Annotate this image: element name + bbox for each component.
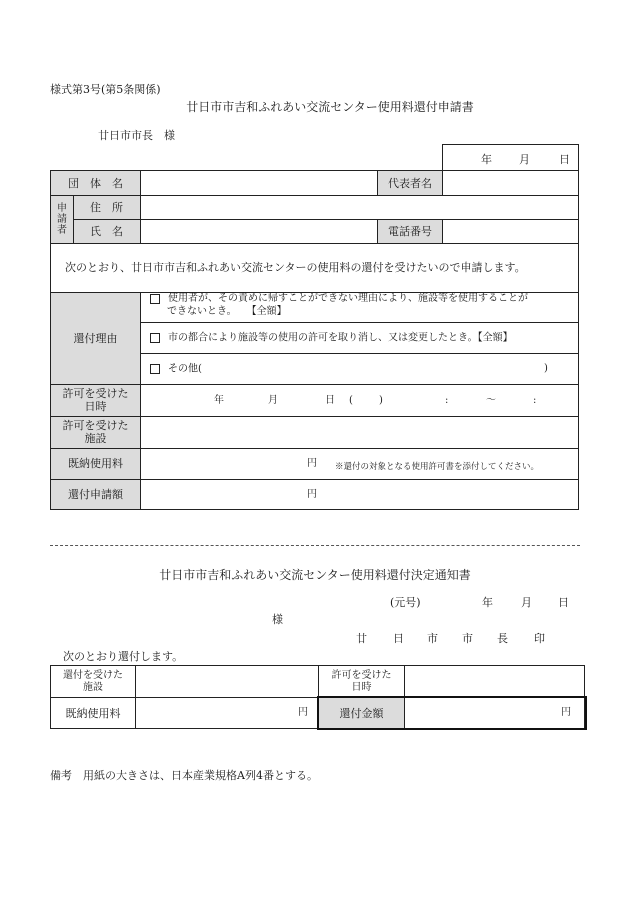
refund-reason-label: 還付理由 <box>51 292 140 384</box>
paid-fee-yen: 円 <box>307 458 317 469</box>
address-field[interactable] <box>141 196 578 219</box>
dt-paren-close: ) <box>379 395 383 406</box>
rule <box>140 171 141 243</box>
signer-char: 長 <box>497 632 508 645</box>
notice-facility-label <box>51 666 135 697</box>
form-number: 様式第3号(第5条関係) <box>50 83 161 96</box>
permitted-facility-field[interactable] <box>141 417 578 448</box>
permitted-datetime-label-line2: 日時 <box>84 400 107 413</box>
group-name-label: 団 体 名 <box>51 171 140 195</box>
notice-datetime-label-line2: 日時 <box>351 681 372 693</box>
notice-datetime-label-line1: 許可を受けた <box>331 669 392 681</box>
rule <box>73 195 74 243</box>
signer-char: 廿 <box>356 632 367 645</box>
date-year: 年 <box>481 153 492 166</box>
rule <box>51 416 579 417</box>
attachment-note: ※還付の対象となる使用許可書を添付してください。 <box>335 462 540 472</box>
rule <box>377 219 378 243</box>
seal-mark: 印 <box>534 632 545 645</box>
remarks: 備考 用紙の大きさは、日本産業規格A列4番とする。 <box>50 769 318 782</box>
signer-char: 市 <box>427 632 438 645</box>
date-month: 月 <box>519 153 530 166</box>
paid-fee-field[interactable] <box>141 449 578 479</box>
notice-title: 廿日市市吉和ふれあい交流センター使用料還付決定通知書 <box>159 568 471 582</box>
signer-char: 市 <box>462 632 473 645</box>
rule <box>442 219 443 243</box>
addressee: 廿日市市長 様 <box>98 129 175 142</box>
notice-month: 月 <box>521 596 532 609</box>
reason-1-line1: 使用者が、その責めに帰すことができない理由により、施設等を使用することが <box>168 293 528 304</box>
notice-facility-label-line1: 還付を受けた <box>63 669 123 681</box>
permitted-datetime-field[interactable] <box>141 385 578 416</box>
dt-day: 日 <box>325 395 335 406</box>
notice-datetime-label <box>319 666 404 697</box>
dt-year: 年 <box>214 395 224 406</box>
notice-statement: 次のとおり還付します。 <box>63 650 184 663</box>
reason-1-line2: できないとき。 【全額】 <box>167 305 287 317</box>
permitted-facility-label-line1: 許可を受けた <box>62 418 129 432</box>
rule <box>73 219 579 220</box>
rule <box>51 195 579 196</box>
cut-line <box>50 545 580 546</box>
notice-paid-fee-label: 既納使用料 <box>65 706 121 720</box>
rule <box>140 353 579 354</box>
paid-fee-label: 既納使用料 <box>51 448 140 479</box>
notice-refund-amount-field[interactable] <box>405 698 585 728</box>
representative-field[interactable] <box>443 171 578 195</box>
notice-era: (元号) <box>390 596 421 609</box>
checkbox-icon[interactable] <box>150 294 160 304</box>
phone-label: 電話番号 <box>378 219 442 243</box>
reason-3-text: その他( <box>168 363 202 375</box>
refund-amount-label: 還付申請額 <box>51 479 140 509</box>
notice-datetime-field[interactable] <box>405 666 585 697</box>
notice-day: 日 <box>558 596 569 609</box>
refund-amount-yen: 円 <box>307 489 317 500</box>
notice-paid-fee-field[interactable] <box>136 698 318 728</box>
refund-amount-field[interactable] <box>141 480 578 509</box>
dt-month: 月 <box>268 395 278 406</box>
reason-2-text: 市の都合により施設等の使用の許可を取り消し、又は変更したとき。【全額】 <box>168 332 513 344</box>
name-label: 氏 名 <box>73 219 140 243</box>
reason-option-3[interactable] <box>150 364 202 375</box>
notice-refund-amount-label: 還付金額 <box>319 698 404 728</box>
notice-paid-fee-yen: 円 <box>298 707 308 718</box>
rule <box>442 171 443 195</box>
notice-refund-amount-yen: 円 <box>561 707 571 718</box>
permitted-facility-label-line2: 施設 <box>84 432 107 445</box>
rule <box>140 322 579 323</box>
checkbox-icon[interactable] <box>150 364 160 374</box>
phone-field[interactable] <box>443 220 578 243</box>
checkbox-icon[interactable] <box>150 333 160 343</box>
notice-facility-label-line2: 施設 <box>83 681 103 693</box>
address-label: 住 所 <box>73 195 140 219</box>
dt-colon-2: : <box>533 395 537 406</box>
dt-paren-open: ( <box>349 395 353 406</box>
group-name-field[interactable] <box>141 171 377 195</box>
applicant-side-label: 申 請 者 <box>51 195 73 243</box>
reason-3-close-paren: ) <box>544 363 548 374</box>
rule <box>51 243 579 244</box>
date-box[interactable] <box>442 144 579 171</box>
date-day: 日 <box>559 153 570 166</box>
form-title: 廿日市市吉和ふれあい交流センター使用料還付申請書 <box>186 100 474 114</box>
notice-year: 年 <box>482 596 493 609</box>
permitted-datetime-label-line1: 許可を受けた <box>62 386 129 400</box>
notice-facility-field[interactable] <box>136 666 318 697</box>
reason-option-2[interactable] <box>150 333 513 344</box>
permitted-datetime-label <box>51 384 140 416</box>
rule <box>377 171 378 195</box>
dt-tilde: 〜 <box>486 395 496 406</box>
name-field[interactable] <box>141 220 377 243</box>
permitted-facility-label <box>51 416 140 448</box>
application-statement: 次のとおり、廿日市市吉和ふれあい交流センターの使用料の還付を受けたいので申請します。 <box>65 261 526 274</box>
notice-addressee-sama: 様 <box>272 613 283 626</box>
reason-option-1[interactable] <box>150 293 528 318</box>
dt-colon-1: : <box>445 395 449 406</box>
signer-char: 日 <box>393 632 404 645</box>
representative-label: 代表者名 <box>378 171 442 195</box>
